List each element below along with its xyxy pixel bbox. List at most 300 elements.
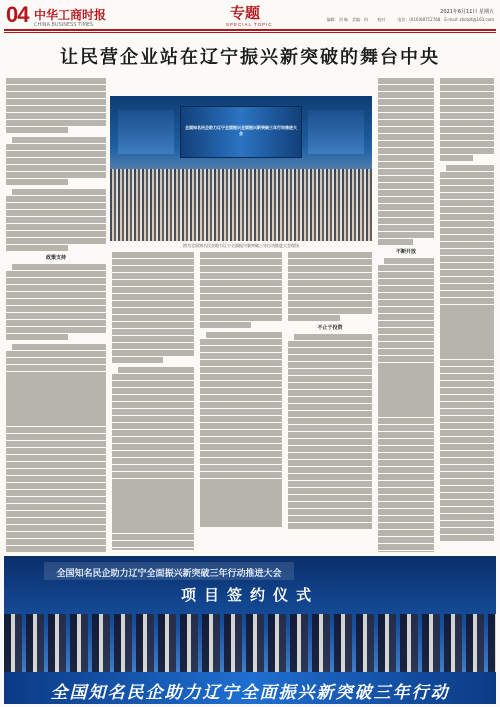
text-line bbox=[112, 381, 194, 387]
text-line bbox=[6, 546, 106, 552]
text-line bbox=[6, 434, 106, 440]
editor-info: 编辑：刘 畅 美编：何 校对： 电话：(010)68712768 E-mail: zhcbzt@163.com bbox=[326, 17, 494, 22]
text-line bbox=[112, 472, 194, 478]
text-line bbox=[6, 399, 106, 405]
text-line bbox=[6, 172, 106, 178]
text-line bbox=[440, 311, 494, 317]
header-rule-thin bbox=[4, 32, 496, 33]
text-line bbox=[440, 374, 494, 380]
text-line bbox=[378, 183, 434, 189]
text-line bbox=[200, 409, 282, 415]
text-line bbox=[378, 509, 434, 515]
paper-name: 中华工商时报 bbox=[34, 8, 107, 22]
text-line bbox=[200, 472, 282, 478]
text-line bbox=[378, 453, 434, 459]
text-line bbox=[440, 172, 494, 178]
subheading: 不断开放 bbox=[395, 248, 416, 255]
text-line bbox=[112, 520, 194, 526]
text-line bbox=[440, 353, 494, 359]
text-line bbox=[440, 318, 494, 324]
text-line bbox=[6, 158, 106, 164]
text-line bbox=[378, 197, 434, 203]
text-line bbox=[378, 411, 434, 417]
text-line bbox=[378, 279, 434, 285]
text-line bbox=[200, 416, 282, 422]
text-line bbox=[200, 492, 282, 498]
text-line bbox=[112, 273, 194, 279]
text-line bbox=[440, 148, 494, 154]
event-banner bbox=[44, 562, 294, 580]
text-line bbox=[378, 155, 434, 161]
text-line bbox=[378, 537, 434, 543]
text-line bbox=[200, 346, 282, 352]
text-line bbox=[6, 320, 106, 326]
text-line bbox=[112, 479, 194, 485]
text-line bbox=[440, 451, 494, 457]
text-line bbox=[440, 444, 494, 450]
text-line bbox=[6, 455, 106, 461]
text-line bbox=[200, 458, 282, 464]
text-line bbox=[288, 280, 372, 286]
text-line bbox=[288, 418, 372, 424]
subheading: 不止于投资 bbox=[317, 324, 343, 331]
text-line bbox=[112, 357, 163, 363]
text-line bbox=[112, 266, 194, 272]
text-line bbox=[440, 430, 494, 436]
text-line bbox=[440, 85, 494, 91]
text-line bbox=[200, 322, 251, 328]
text-line bbox=[6, 462, 106, 468]
text-line bbox=[200, 444, 282, 450]
text-line bbox=[378, 120, 434, 126]
text-line bbox=[378, 211, 434, 217]
text-line bbox=[378, 481, 434, 487]
text-line bbox=[112, 430, 194, 436]
text-line bbox=[440, 155, 473, 161]
text-line bbox=[6, 231, 106, 237]
text-line bbox=[6, 441, 106, 447]
text-line bbox=[112, 499, 194, 505]
text-line bbox=[378, 232, 434, 238]
text-line bbox=[6, 151, 106, 157]
text-line bbox=[378, 162, 434, 168]
text-line bbox=[6, 85, 106, 91]
text-line bbox=[288, 362, 372, 368]
text-line bbox=[112, 506, 194, 512]
text-line bbox=[378, 397, 434, 403]
text-line bbox=[378, 190, 434, 196]
text-line bbox=[112, 492, 194, 498]
text-line bbox=[200, 252, 282, 258]
text-line bbox=[288, 474, 372, 480]
text-line bbox=[446, 165, 494, 171]
text-line bbox=[288, 488, 372, 494]
text-line bbox=[440, 346, 494, 352]
text-line bbox=[288, 355, 372, 361]
text-line bbox=[6, 127, 68, 133]
text-line bbox=[440, 214, 494, 220]
text-line bbox=[6, 351, 106, 357]
text-line bbox=[440, 465, 494, 471]
text-line bbox=[112, 423, 194, 429]
text-line bbox=[112, 259, 194, 265]
text-line bbox=[6, 483, 106, 489]
text-line bbox=[200, 423, 282, 429]
text-line bbox=[378, 127, 434, 133]
text-line bbox=[6, 420, 106, 426]
text-line bbox=[378, 544, 434, 550]
text-line bbox=[288, 376, 372, 382]
text-line bbox=[6, 106, 106, 112]
text-line bbox=[206, 332, 282, 338]
text-line bbox=[440, 514, 494, 520]
text-line bbox=[440, 298, 494, 304]
text-line bbox=[112, 444, 194, 450]
text-line bbox=[440, 277, 494, 283]
text-line bbox=[288, 315, 340, 321]
text-line bbox=[378, 239, 413, 245]
text-line bbox=[112, 280, 194, 286]
text-line bbox=[288, 425, 372, 431]
text-line bbox=[6, 365, 106, 371]
signing-ceremony-photo bbox=[4, 556, 496, 704]
text-line bbox=[288, 348, 372, 354]
text-line bbox=[378, 321, 434, 327]
text-line bbox=[200, 437, 282, 443]
text-line bbox=[440, 120, 494, 126]
text-line bbox=[440, 235, 494, 241]
text-line bbox=[6, 385, 106, 391]
text-line bbox=[378, 432, 434, 438]
bottom-banner-text: 全国知名民企助力辽宁全面振兴新突破三年行动 bbox=[50, 683, 450, 703]
text-line bbox=[288, 446, 372, 452]
text-line bbox=[378, 99, 434, 105]
text-line bbox=[378, 376, 434, 382]
text-line bbox=[200, 479, 282, 485]
text-line bbox=[378, 272, 434, 278]
text-line bbox=[6, 224, 106, 230]
text-line bbox=[112, 315, 194, 321]
text-line bbox=[378, 390, 434, 396]
text-line bbox=[440, 423, 494, 429]
text-line bbox=[200, 402, 282, 408]
text-line bbox=[6, 392, 106, 398]
text-line bbox=[440, 437, 494, 443]
text-line bbox=[112, 322, 194, 328]
text-line bbox=[378, 342, 434, 348]
subheading: 政策支持 bbox=[45, 254, 66, 261]
text-line bbox=[378, 307, 434, 313]
text-line bbox=[6, 306, 106, 312]
text-line bbox=[378, 530, 434, 536]
text-line bbox=[440, 325, 494, 331]
issue-date: 2021年6月11日 星期五 bbox=[440, 9, 494, 15]
text-line bbox=[440, 381, 494, 387]
text-line bbox=[378, 418, 434, 424]
text-line bbox=[378, 286, 434, 292]
text-line bbox=[378, 300, 434, 306]
text-line bbox=[288, 481, 372, 487]
header-rule bbox=[4, 29, 496, 31]
text-line bbox=[288, 453, 372, 459]
text-line bbox=[378, 106, 434, 112]
text-line bbox=[288, 266, 372, 272]
text-line bbox=[200, 499, 282, 505]
text-line bbox=[440, 395, 494, 401]
bottom-banner bbox=[4, 672, 496, 704]
section-subtitle: SPECIAL TOPIC bbox=[226, 22, 273, 27]
text-line bbox=[378, 356, 434, 362]
text-line bbox=[112, 294, 194, 300]
text-line bbox=[378, 113, 434, 119]
text-line bbox=[200, 273, 282, 279]
text-line bbox=[6, 203, 106, 209]
text-line bbox=[440, 179, 494, 185]
text-line bbox=[378, 404, 434, 410]
signing-ceremony-title: 项目签约仪式 bbox=[180, 586, 319, 604]
text-line bbox=[112, 336, 194, 342]
text-line bbox=[288, 259, 372, 265]
text-line bbox=[112, 374, 194, 380]
text-line bbox=[440, 472, 494, 478]
text-line bbox=[200, 360, 282, 366]
text-line bbox=[440, 127, 494, 133]
text-line bbox=[440, 134, 494, 140]
text-line bbox=[6, 427, 106, 433]
text-line bbox=[6, 92, 106, 98]
text-line bbox=[378, 141, 434, 147]
text-line bbox=[6, 497, 106, 503]
text-line bbox=[112, 458, 194, 464]
text-line bbox=[6, 165, 106, 171]
page-number: 04 bbox=[6, 2, 29, 27]
text-line bbox=[440, 332, 494, 338]
text-line bbox=[6, 245, 68, 251]
text-line bbox=[378, 265, 434, 271]
text-line bbox=[378, 502, 434, 508]
text-column-6 bbox=[440, 78, 494, 552]
text-line bbox=[118, 367, 194, 373]
text-line bbox=[288, 516, 372, 522]
text-line bbox=[378, 176, 434, 182]
text-line bbox=[440, 207, 494, 213]
text-line bbox=[6, 313, 106, 319]
text-line bbox=[378, 467, 434, 473]
text-line bbox=[378, 474, 434, 480]
stage-screen bbox=[180, 106, 302, 158]
text-column-1 bbox=[6, 78, 106, 552]
text-line bbox=[12, 189, 106, 195]
text-line bbox=[378, 335, 434, 341]
text-line bbox=[440, 528, 494, 534]
photo-caption: 图为全国知名民企助力辽宁全面振兴新突破三年行动推进大会现场 bbox=[183, 243, 299, 248]
text-line bbox=[6, 120, 106, 126]
text-line bbox=[440, 458, 494, 464]
text-line bbox=[440, 99, 494, 105]
text-line bbox=[440, 249, 494, 255]
audience bbox=[110, 169, 372, 241]
text-line bbox=[6, 327, 106, 333]
text-column-3 bbox=[200, 252, 282, 550]
text-line bbox=[378, 349, 434, 355]
text-line bbox=[200, 287, 282, 293]
text-line bbox=[288, 502, 372, 508]
text-line bbox=[440, 221, 494, 227]
text-line bbox=[200, 395, 282, 401]
event-banner-text: 全国知名民企助力辽宁全面振兴新突破三年行动推进大会 bbox=[56, 569, 282, 579]
text-line bbox=[288, 460, 372, 466]
text-line bbox=[112, 301, 194, 307]
text-line bbox=[288, 287, 372, 293]
text-line bbox=[6, 525, 106, 531]
text-line bbox=[288, 509, 372, 515]
text-line bbox=[6, 99, 106, 105]
text-line bbox=[200, 388, 282, 394]
text-line bbox=[112, 308, 194, 314]
text-line bbox=[6, 490, 106, 496]
text-line bbox=[6, 413, 106, 419]
text-line bbox=[112, 451, 194, 457]
text-line bbox=[440, 521, 494, 527]
text-line bbox=[112, 287, 194, 293]
text-line bbox=[6, 334, 68, 340]
text-line bbox=[112, 437, 194, 443]
text-line bbox=[440, 535, 494, 541]
attendees-row bbox=[4, 614, 496, 672]
text-line bbox=[378, 169, 434, 175]
text-line bbox=[378, 425, 434, 431]
text-line bbox=[112, 252, 194, 258]
text-line bbox=[440, 305, 494, 311]
text-line bbox=[294, 334, 372, 340]
article-headline: 让民营企业站在辽宁振兴新突破的舞台中央 bbox=[60, 47, 440, 68]
text-line bbox=[440, 270, 494, 276]
text-line bbox=[378, 446, 434, 452]
text-line bbox=[440, 507, 494, 513]
text-line bbox=[288, 273, 372, 279]
text-line bbox=[200, 381, 282, 387]
text-line bbox=[200, 430, 282, 436]
page-header bbox=[0, 0, 500, 38]
text-line bbox=[6, 539, 106, 545]
text-line bbox=[112, 513, 194, 519]
text-line bbox=[440, 479, 494, 485]
text-line bbox=[288, 411, 372, 417]
text-line bbox=[200, 367, 282, 373]
text-line bbox=[440, 367, 494, 373]
text-line bbox=[440, 500, 494, 506]
text-line bbox=[288, 432, 372, 438]
text-line bbox=[112, 409, 194, 415]
text-line bbox=[200, 520, 282, 526]
text-line bbox=[200, 374, 282, 380]
text-line bbox=[200, 339, 282, 345]
text-line bbox=[378, 314, 434, 320]
text-column-5 bbox=[378, 78, 434, 552]
text-line bbox=[378, 204, 434, 210]
text-line bbox=[200, 301, 282, 307]
text-line bbox=[6, 518, 106, 524]
text-line bbox=[6, 278, 106, 284]
text-line bbox=[378, 523, 434, 529]
text-line bbox=[440, 242, 494, 248]
text-line bbox=[200, 506, 282, 512]
text-line bbox=[200, 308, 282, 314]
text-line bbox=[440, 228, 494, 234]
text-line bbox=[440, 256, 494, 262]
text-line bbox=[440, 106, 494, 112]
text-line bbox=[288, 397, 372, 403]
text-line bbox=[6, 504, 106, 510]
text-line bbox=[288, 341, 372, 347]
text-line bbox=[12, 264, 106, 270]
text-line bbox=[440, 486, 494, 492]
text-line bbox=[112, 527, 194, 533]
text-line bbox=[112, 395, 194, 401]
text-line bbox=[288, 252, 372, 258]
text-line bbox=[440, 284, 494, 290]
text-line bbox=[6, 144, 106, 150]
text-line bbox=[440, 186, 494, 192]
text-line bbox=[200, 465, 282, 471]
text-line bbox=[440, 92, 494, 98]
section-title: 专题 bbox=[230, 4, 261, 22]
text-line bbox=[6, 271, 106, 277]
text-line bbox=[112, 388, 194, 394]
text-line bbox=[378, 92, 434, 98]
text-line bbox=[6, 378, 106, 384]
text-line bbox=[288, 383, 372, 389]
text-line bbox=[6, 292, 106, 298]
text-line bbox=[440, 291, 494, 297]
text-line bbox=[288, 390, 372, 396]
text-line bbox=[6, 210, 106, 216]
text-line bbox=[200, 259, 282, 265]
text-line bbox=[378, 516, 434, 522]
text-line bbox=[112, 416, 194, 422]
text-line bbox=[440, 360, 494, 366]
text-line bbox=[378, 369, 434, 375]
text-line bbox=[288, 495, 372, 501]
text-line bbox=[112, 329, 194, 335]
text-line bbox=[378, 383, 434, 389]
text-line bbox=[440, 78, 494, 84]
text-line bbox=[6, 511, 106, 517]
stage-screen-text: 全国知名民企助力辽宁全面振兴全面振兴新突破三年行动推进大会 bbox=[185, 125, 297, 136]
text-line bbox=[378, 85, 434, 91]
text-line bbox=[440, 141, 494, 147]
text-line bbox=[112, 343, 194, 349]
text-line bbox=[200, 315, 282, 321]
text-line bbox=[378, 551, 434, 552]
conference-photo bbox=[110, 96, 372, 241]
text-line bbox=[378, 460, 434, 466]
text-line bbox=[378, 293, 434, 299]
text-line bbox=[6, 299, 106, 305]
text-line bbox=[6, 179, 68, 185]
text-line bbox=[6, 238, 106, 244]
text-line bbox=[288, 439, 372, 445]
text-line bbox=[200, 513, 282, 519]
text-line bbox=[200, 280, 282, 286]
text-line bbox=[440, 409, 494, 415]
text-line bbox=[112, 465, 194, 471]
text-line bbox=[200, 485, 282, 491]
text-line bbox=[288, 301, 372, 307]
text-line bbox=[6, 358, 106, 364]
text-line bbox=[288, 294, 372, 300]
text-line bbox=[378, 363, 434, 369]
